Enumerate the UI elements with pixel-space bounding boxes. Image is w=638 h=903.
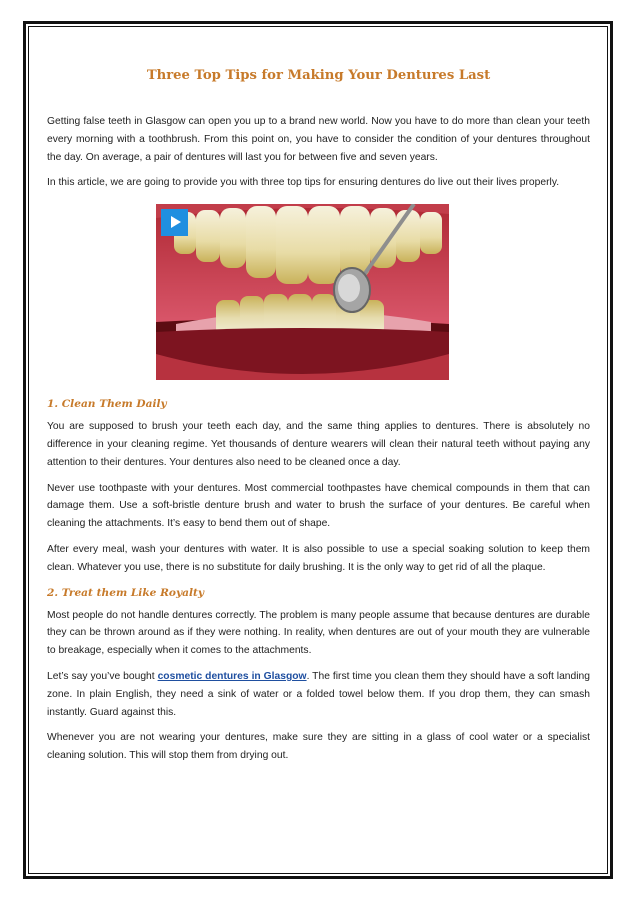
page-title: Three Top Tips for Making Your Dentures Last	[146, 68, 491, 83]
section-2-paragraph-2	[47, 668, 590, 721]
video-thumbnail[interactable]	[156, 204, 449, 380]
section-heading-1: 1. Clean Them Daily	[47, 398, 167, 411]
section-2-paragraph-3: Whenever you are not wearing your dentures, make sure they are sitting in a glass of cool water or a specialist cleaning solution. This will stop them from drying out.	[47, 732, 590, 762]
section-1-paragraph-3: After every meal, wash your dentures with water. It is also possible to use a special soaking solution to keep them clean. Whatever you use, there is no substitute for daily brushing. It is the only way to get rid of all the plaque.	[47, 543, 590, 573]
article-body	[47, 66, 590, 773]
play-icon[interactable]	[161, 209, 188, 236]
section-1-paragraph-2: Never use toothpaste with your dentures. Most commercial toothpastes have chemical compounds in them that can damage them. Use a soft-bristle denture brush and water to brush the surface of your dentures. Be careful when cleaning the attachments. It’s easy to bend them out of shape.	[47, 482, 590, 530]
cosmetic-dentures-link[interactable]: cosmetic dentures in Glasgow	[157, 670, 307, 682]
section-heading-2: 2. Treat them Like Royalty	[47, 586, 205, 599]
link-paragraph-before: Let’s say you’ve bought	[47, 670, 158, 682]
intro-paragraph-1: Getting false teeth in Glasgow can open you up to a brand new world. Now you have to do more than clean your teeth every morning with a toothbrush. From this point on, you have to consider the condition of your dentures throughout the day. On average, a pair of dentures will last you for between five and seven years.	[47, 116, 590, 163]
link-paragraph-after: . The first time you clean them they should have a soft landing zone. In plain English, they need a sink of water or a folded towel below them. If you drop them, they can smash instantly. Guard against this.	[47, 670, 590, 718]
section-2-paragraph-1: Most people do not handle dentures correctly. The problem is many people assume that because dentures are durable they can be thrown around as if they were nothing. In reality, when dentures are out of your mouth they are vulnerable to breakage, especially when it comes to the attachments.	[47, 609, 590, 657]
section-1-paragraph-1: You are supposed to brush your teeth each day, and the same thing applies to dentures. There is absolutely no difference in your cleaning regime. Yet thousands of denture wearers will clean their natural teeth without paying any attention to their dentures. Your dentures also need to be cleaned once a day.	[47, 421, 590, 468]
intro-paragraph-2: In this article, we are going to provide you with three top tips for ensuring dentures do live out their lives properly.	[47, 177, 560, 189]
teeth-image	[156, 204, 449, 380]
